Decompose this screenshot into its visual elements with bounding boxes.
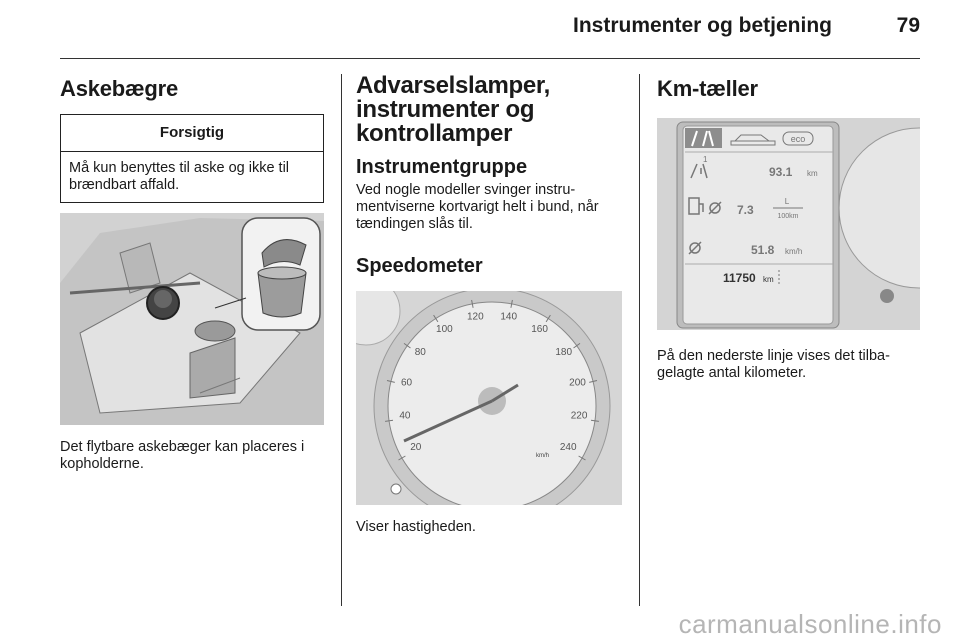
ashtray-illustration <box>60 213 324 425</box>
column-divider-2 <box>639 74 640 606</box>
speed-unit: km/h <box>785 247 803 256</box>
warning-lamps-heading <box>356 74 622 146</box>
header-title: Instrumenter og betjening <box>572 14 832 37</box>
heading-line-1: Advarselslamper, <box>356 72 550 99</box>
trip-value: 93.1 <box>769 165 793 179</box>
speedometer-caption: Viser hastigheden. <box>356 519 476 535</box>
watermark: carmanualsonline.info <box>678 609 942 639</box>
speedometer-tick-label: 20 <box>410 442 422 453</box>
speedometer-tick-label: 200 <box>569 377 586 389</box>
speedometer-tick-label: 160 <box>531 324 548 335</box>
consumption-value: 7.3 <box>737 203 754 217</box>
column-ashtray <box>60 68 324 473</box>
header-rule <box>60 58 920 59</box>
speedometer-tick-label: 240 <box>559 442 577 453</box>
speedometer-unit-label: km/h <box>536 453 550 459</box>
speedometer-heading: Speedometer <box>356 255 483 277</box>
trip-unit: km <box>807 169 818 178</box>
caution-text: Må kun benyttes til aske og ikke til brændbart affald. <box>69 160 290 193</box>
speedometer-tick-label: 100 <box>436 324 453 335</box>
odometer-heading: Km-tæller <box>657 76 758 101</box>
odometer-value: 11750 <box>723 271 756 285</box>
heading-line-3: kontrollamper <box>356 120 513 147</box>
trip-digit: 1 <box>703 155 708 164</box>
heading-line-2: instrumenter og <box>356 96 535 123</box>
speedometer-tick-label: 120 <box>466 311 484 323</box>
speedometer-tick-label: 60 <box>400 377 413 389</box>
speedometer-tick-label: 40 <box>399 410 411 422</box>
speedometer-illustration <box>356 291 622 505</box>
consumption-unit-top: L <box>784 197 790 206</box>
instrument-cluster-text: Ved nogle modeller svinger instru-mentviserne kortvarigt helt i bund, når tændingen slås til. <box>356 182 599 232</box>
odometer-display-illustration <box>657 118 920 330</box>
consumption-unit-bottom: 100km <box>777 213 799 220</box>
instrument-cluster-heading: Instrumentgruppe <box>356 156 528 178</box>
odometer-caption: På den nederste linje vises det tilba-gelagte antal kilometer. <box>657 348 890 381</box>
ashtray-heading: Askebægre <box>60 76 179 101</box>
odometer-unit: km <box>763 275 774 284</box>
speedometer-tick-label: 80 <box>414 347 426 358</box>
column-divider-1 <box>341 74 342 606</box>
eco-label: eco <box>790 134 806 144</box>
column-warning-lamps <box>356 68 622 536</box>
speedometer-tick-label: 140 <box>500 311 518 323</box>
caution-title: Forsigtig <box>61 115 323 152</box>
column-odometer <box>657 68 920 382</box>
caution-box <box>60 114 324 203</box>
speedometer-tick-label: 180 <box>555 347 573 358</box>
speedometer-tick-label: 220 <box>570 410 588 422</box>
ashtray-caption: Det flytbare askebæger kan placeres i kopholderne. <box>60 439 305 472</box>
page-number: 79 <box>896 14 920 37</box>
speed-value: 51.8 <box>751 243 775 257</box>
